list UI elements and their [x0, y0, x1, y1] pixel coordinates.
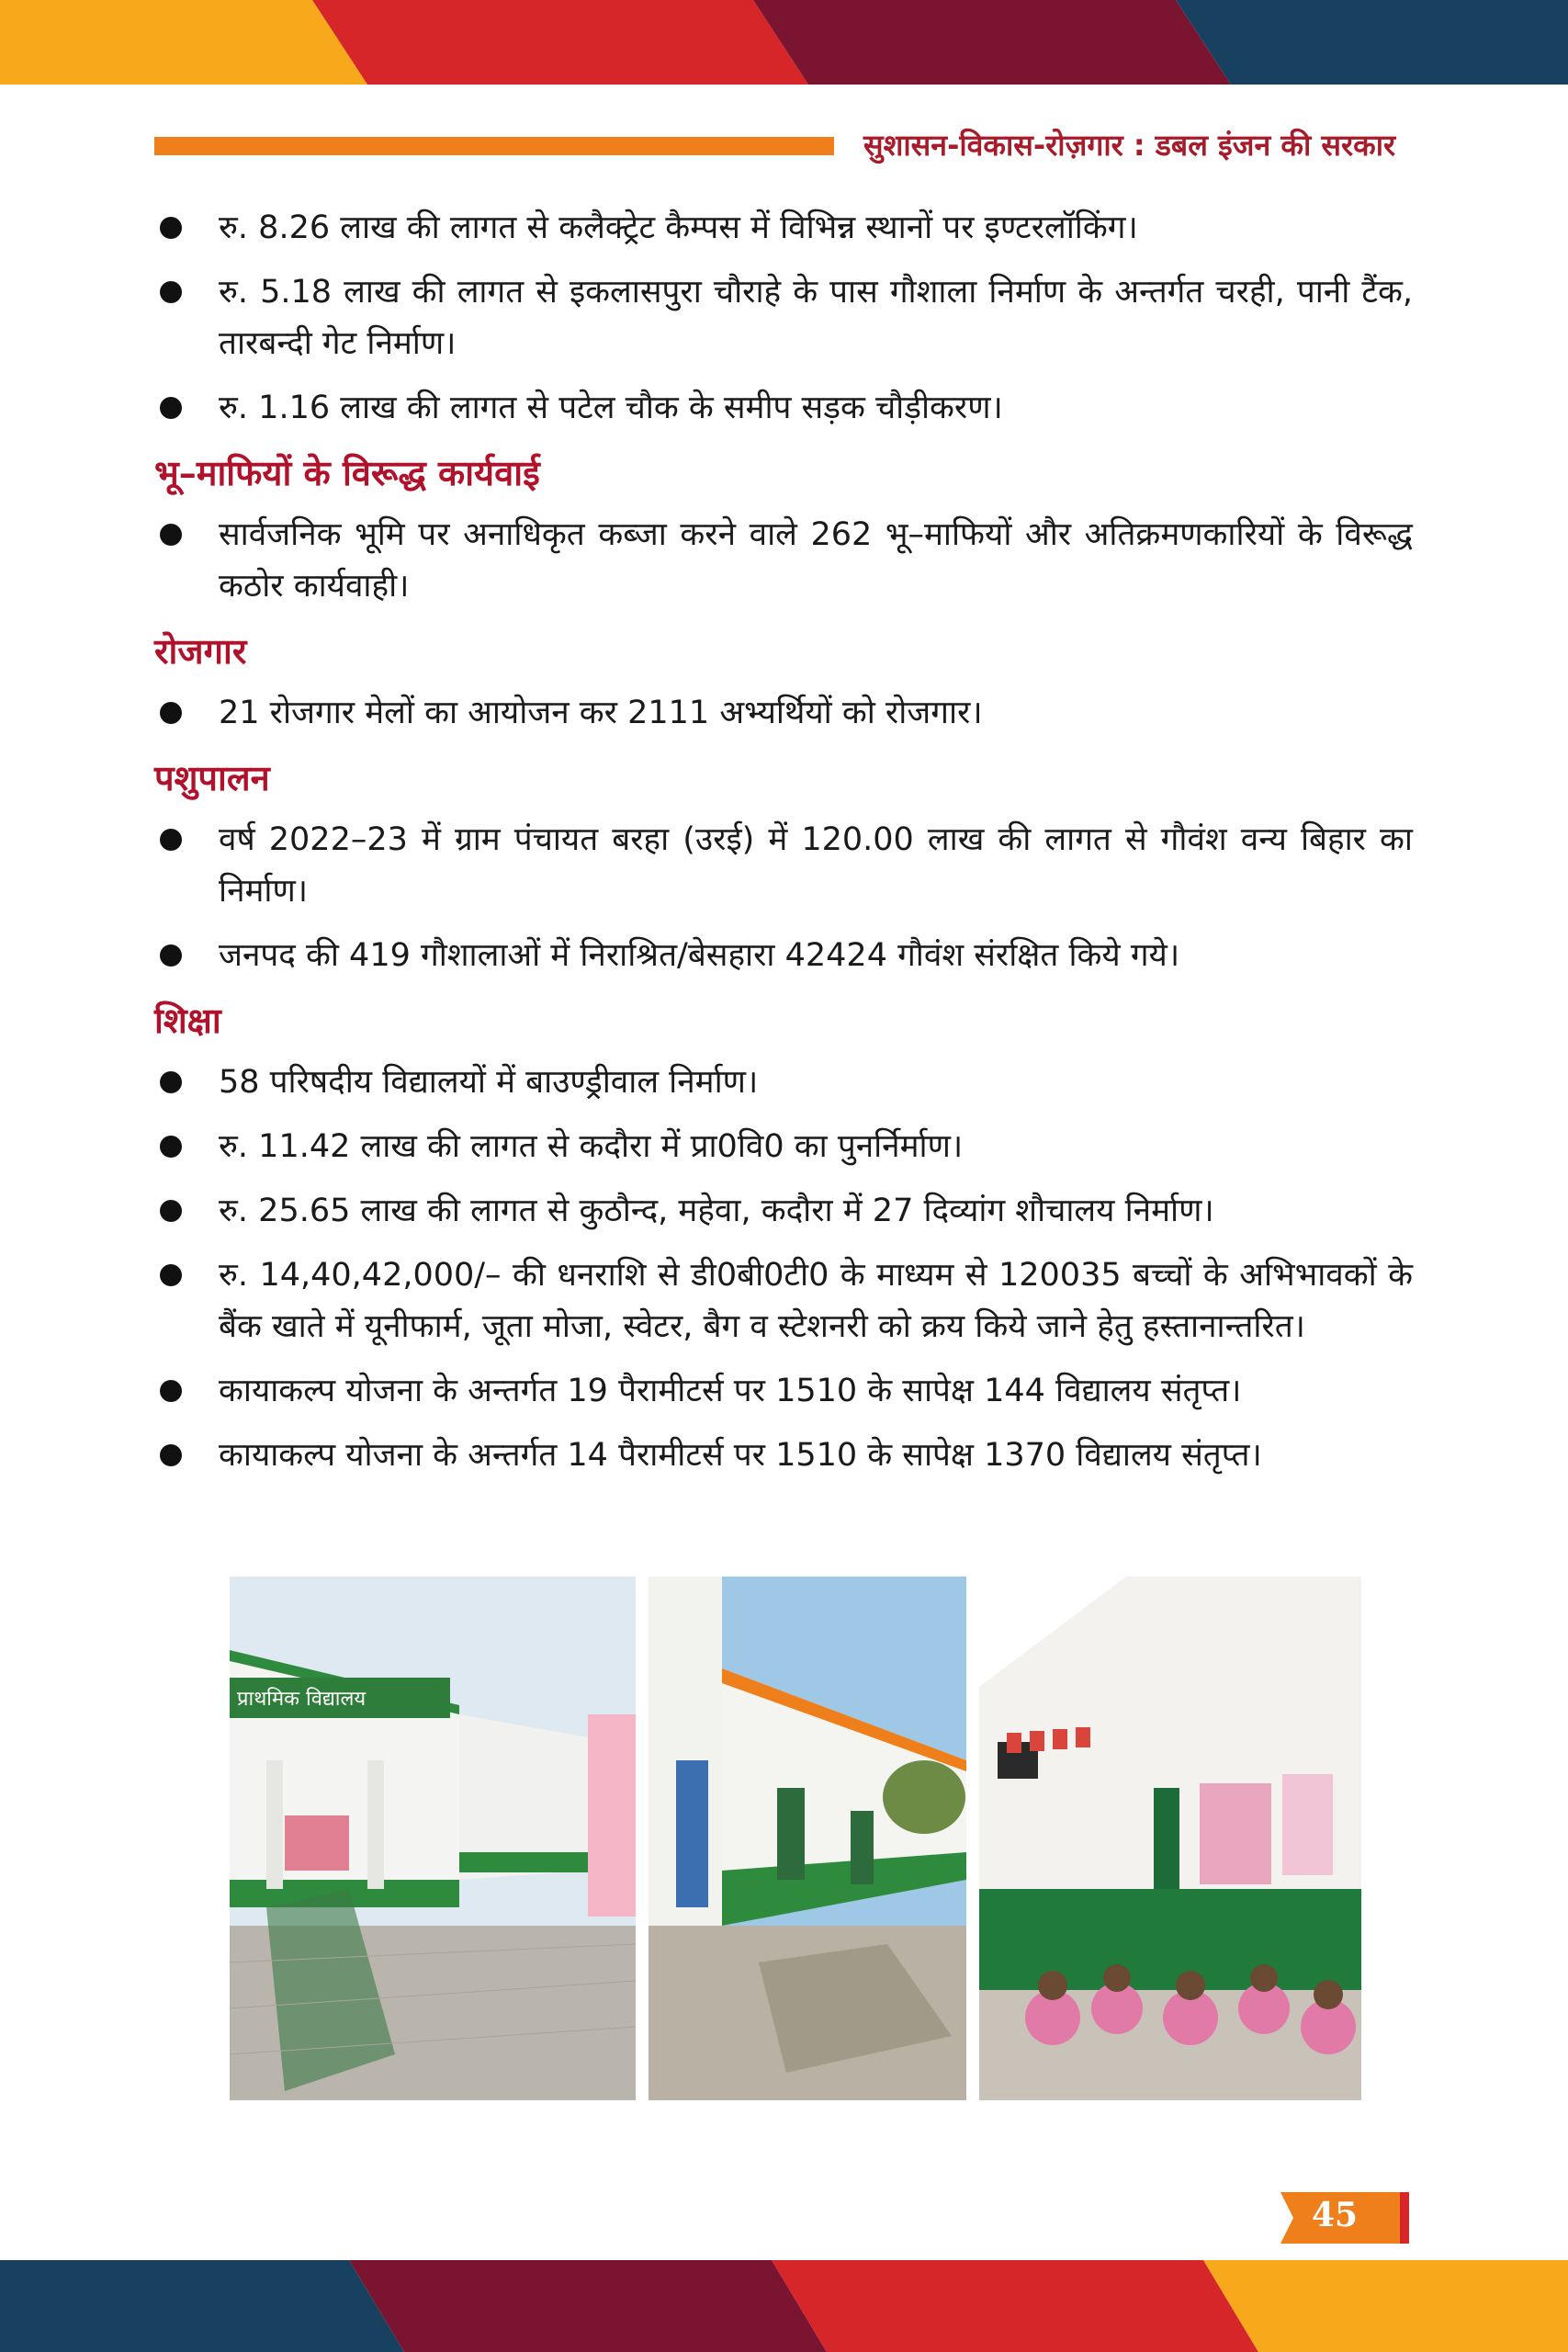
bullet-icon [160, 217, 182, 239]
list-item: सार्वजनिक भूमि पर अनाधिकृत कब्जा करने वाले 262 भू–माफियों और अतिक्रमणकारियों के विरूद्ध कठोर कार्यवाही। [154, 509, 1413, 612]
school-corridor-photo [649, 1577, 966, 2100]
list-item: वर्ष 2022–23 में ग्राम पंचायत बरहा (उरई) में 120.00 लाख की लागत से गौवंश वन्य बिहार का निर्माण। [154, 814, 1413, 917]
bullet-icon [160, 397, 182, 419]
bullet-icon [160, 702, 182, 724]
section-heading-employment: रोजगार [154, 630, 247, 672]
bullet-icon [160, 944, 182, 967]
list-item: रु. 11.42 लाख की लागत से कदौरा में प्रा0वि0 का पुनर्निर्माण। [154, 1121, 1413, 1172]
page-number-tag [1280, 2192, 1409, 2244]
bullet-icon [160, 281, 182, 303]
school-building-photo [230, 1577, 636, 2100]
list-item: कायाकल्प योजना के अन्तर्गत 14 पैरामीटर्स पर 1510 के सापेक्ष 1370 विद्यालय संतृप्त। [154, 1430, 1413, 1481]
list-item: 58 परिषदीय विद्यालयों में बाउण्ड्रीवाल निर्माण। [154, 1057, 1413, 1108]
bullet-icon [160, 1444, 182, 1466]
header-title: सुशासन-विकास-रोज़गार : डबल इंजन की सरकार [863, 128, 1396, 163]
bullet-icon [160, 829, 182, 851]
list-item: रु. 25.65 लाख की लागत से कुठौन्द, महेवा, कदौरा में 27 दिव्यांग शौचालय निर्माण। [154, 1185, 1413, 1237]
svg-text:प्राथमिक विद्यालय: प्राथमिक विद्यालय [237, 1688, 367, 1711]
classroom-photo [979, 1577, 1361, 2100]
list-item: जनपद की 419 गौशालाओं में निराश्रित/बेसहारा 42424 गौवंश संरक्षित किये गये। [154, 930, 1413, 981]
photo-divider [636, 1577, 649, 2100]
list-item: 21 रोजगार मेलों का आयोजन कर 2111 अभ्यर्थियों को रोजगार। [154, 687, 1413, 739]
school-photo-collage [230, 1577, 1361, 2100]
section-heading-land-mafia: भू–माफियों के विरूद्ध कार्यवाई [154, 452, 540, 493]
header-orange-bar [154, 137, 834, 155]
list-item: रु. 1.16 लाख की लागत से पटेल चौक के समीप सड़क चौड़ीकरण। [154, 382, 1413, 434]
page-number: 45 [1312, 2196, 1359, 2234]
bullet-icon [160, 524, 182, 546]
list-item: रु. 14,40,42,000/– की धनराशि से डी0बी0टी0 के माध्यम से 120035 बच्चों के अभिभावकों के बैंक खाते में यूनीफार्म, जूता मोजा, स्वेटर, बैग व स्टेशनरी को क्रय किये जाने हेतु हस्तानान्तरित। [154, 1250, 1413, 1352]
list-item: रु. 8.26 लाख की लागत से कलैक्ट्रेट कैम्पस में विभिन्न स्थानों पर इण्टरलॉकिंग। [154, 202, 1413, 254]
photo-divider [966, 1577, 979, 2100]
bullet-icon [160, 1071, 182, 1093]
page-content [154, 202, 1413, 1494]
list-item: रु. 5.18 लाख की लागत से इकलासपुरा चौराहे के पास गौशाला निर्माण के अन्तर्गत चरही, पानी टैंक, तारबन्दी गेट निर्माण। [154, 266, 1413, 369]
bullet-icon [160, 1380, 182, 1402]
section-heading-animal-husbandry: पशुपालन [154, 757, 270, 798]
bullet-icon [160, 1136, 182, 1158]
bullet-icon [160, 1264, 182, 1286]
bullet-icon [160, 1200, 182, 1222]
top-color-band [0, 0, 1568, 85]
list-item: कायाकल्प योजना के अन्तर्गत 19 पैरामीटर्स पर 1510 के सापेक्ष 144 विद्यालय संतृप्त। [154, 1365, 1413, 1417]
section-heading-education: शिक्षा [154, 1000, 221, 1041]
bottom-color-band [0, 2260, 1568, 2352]
